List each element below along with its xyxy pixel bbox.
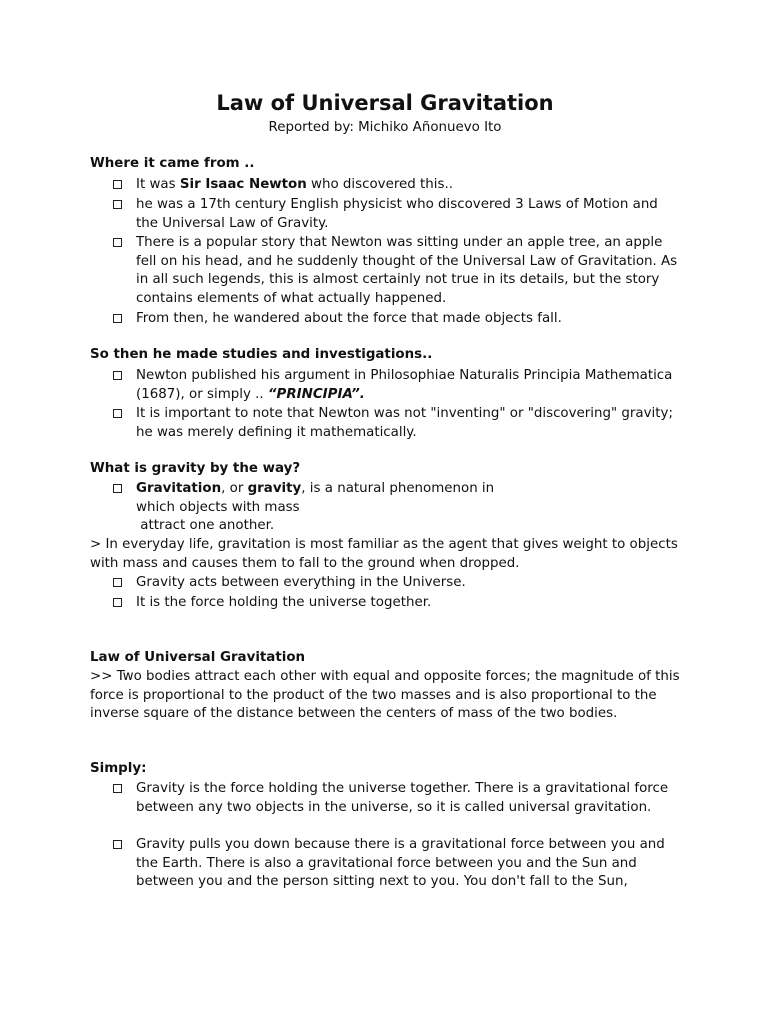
checkbox-bullet-icon [113, 180, 122, 189]
checkbox-bullet-icon [113, 840, 122, 849]
list-item-text: There is a popular story that Newton was sitting under an apple tree, an apple fell on his head, and he suddenly thought of the Universal Law of Gravitation. As in all such legends, this is almost certainly not true in its details, but the story contains elements of what actually happened. [136, 235, 678, 306]
checkbox-bullet-icon [113, 598, 122, 607]
list-item-text: Gravity is the force holding the universe together. There is a gravitational force between any two objects in the universe, so it is called universal gravitation. [136, 781, 669, 815]
list-item-text: It is the force holding the universe together. [136, 595, 432, 610]
list-item-text: Gravity pulls you down because there is a gravitational force between you and the Earth. There is also a gravitational force between you and the Sun and between you and the person sitting next to you. You don't fall to the Sun, [136, 837, 665, 889]
list-item-text: he was a 17th century English physicist who discovered 3 Laws of Motion and the Universal Law of Gravity. [136, 197, 658, 231]
checkbox-bullet-icon [113, 238, 122, 247]
document-reporter: Reported by: Michiko Añonuevo Ito [268, 120, 502, 135]
section-heading-studies: So then he made studies and investigations.. [90, 347, 433, 362]
list-item-text: From then, he wandered about the force that made objects fall. [136, 311, 562, 326]
law-definition-paragraph: >> Two bodies attract each other with equal and opposite forces; the magnitude of this force is proportional to the product of the two masses and is also proportional to the inverse square of the distance between the centers of mass of the two bodies. [90, 669, 680, 721]
list-item-text: Newton published his argument in Philosophiae Naturalis Principia Mathematica (1687), or simply .. “PRINCIPIA”. [136, 368, 673, 402]
section-heading-gravity: What is gravity by the way? [90, 461, 301, 476]
checkbox-bullet-icon [113, 784, 122, 793]
document-title: Law of Universal Gravitation [216, 91, 554, 115]
section-heading-origin: Where it came from .. [90, 156, 255, 171]
principia-emphasis: “PRINCIPIA”. [267, 386, 365, 402]
section-heading-law: Law of Universal Gravitation [90, 650, 306, 665]
gravity-everyday-paragraph: > In everyday life, gravitation is most familiar as the agent that gives weight to objects with mass and causes them to fall to the ground when dropped. [90, 537, 678, 571]
list-item-text: It was Sir Isaac Newton who discovered this.. [136, 177, 453, 192]
checkbox-bullet-icon [113, 578, 122, 587]
checkbox-bullet-icon [113, 409, 122, 418]
checkbox-bullet-icon [113, 314, 122, 323]
list-item-text: Gravitation, or gravity, is a natural phenomenon in which objects with mass attract one another. [136, 481, 495, 533]
section-heading-simply: Simply: [90, 761, 147, 776]
checkbox-bullet-icon [113, 484, 122, 493]
newton-name: Sir Isaac Newton [179, 177, 307, 192]
checkbox-bullet-icon [113, 200, 122, 209]
list-item-text: It is important to note that Newton was not "inventing" or "discovering" gravity; he was merely defining it mathematically. [136, 406, 673, 440]
list-item-text: Gravity acts between everything in the Universe. [136, 575, 466, 590]
checkbox-bullet-icon [113, 371, 122, 380]
